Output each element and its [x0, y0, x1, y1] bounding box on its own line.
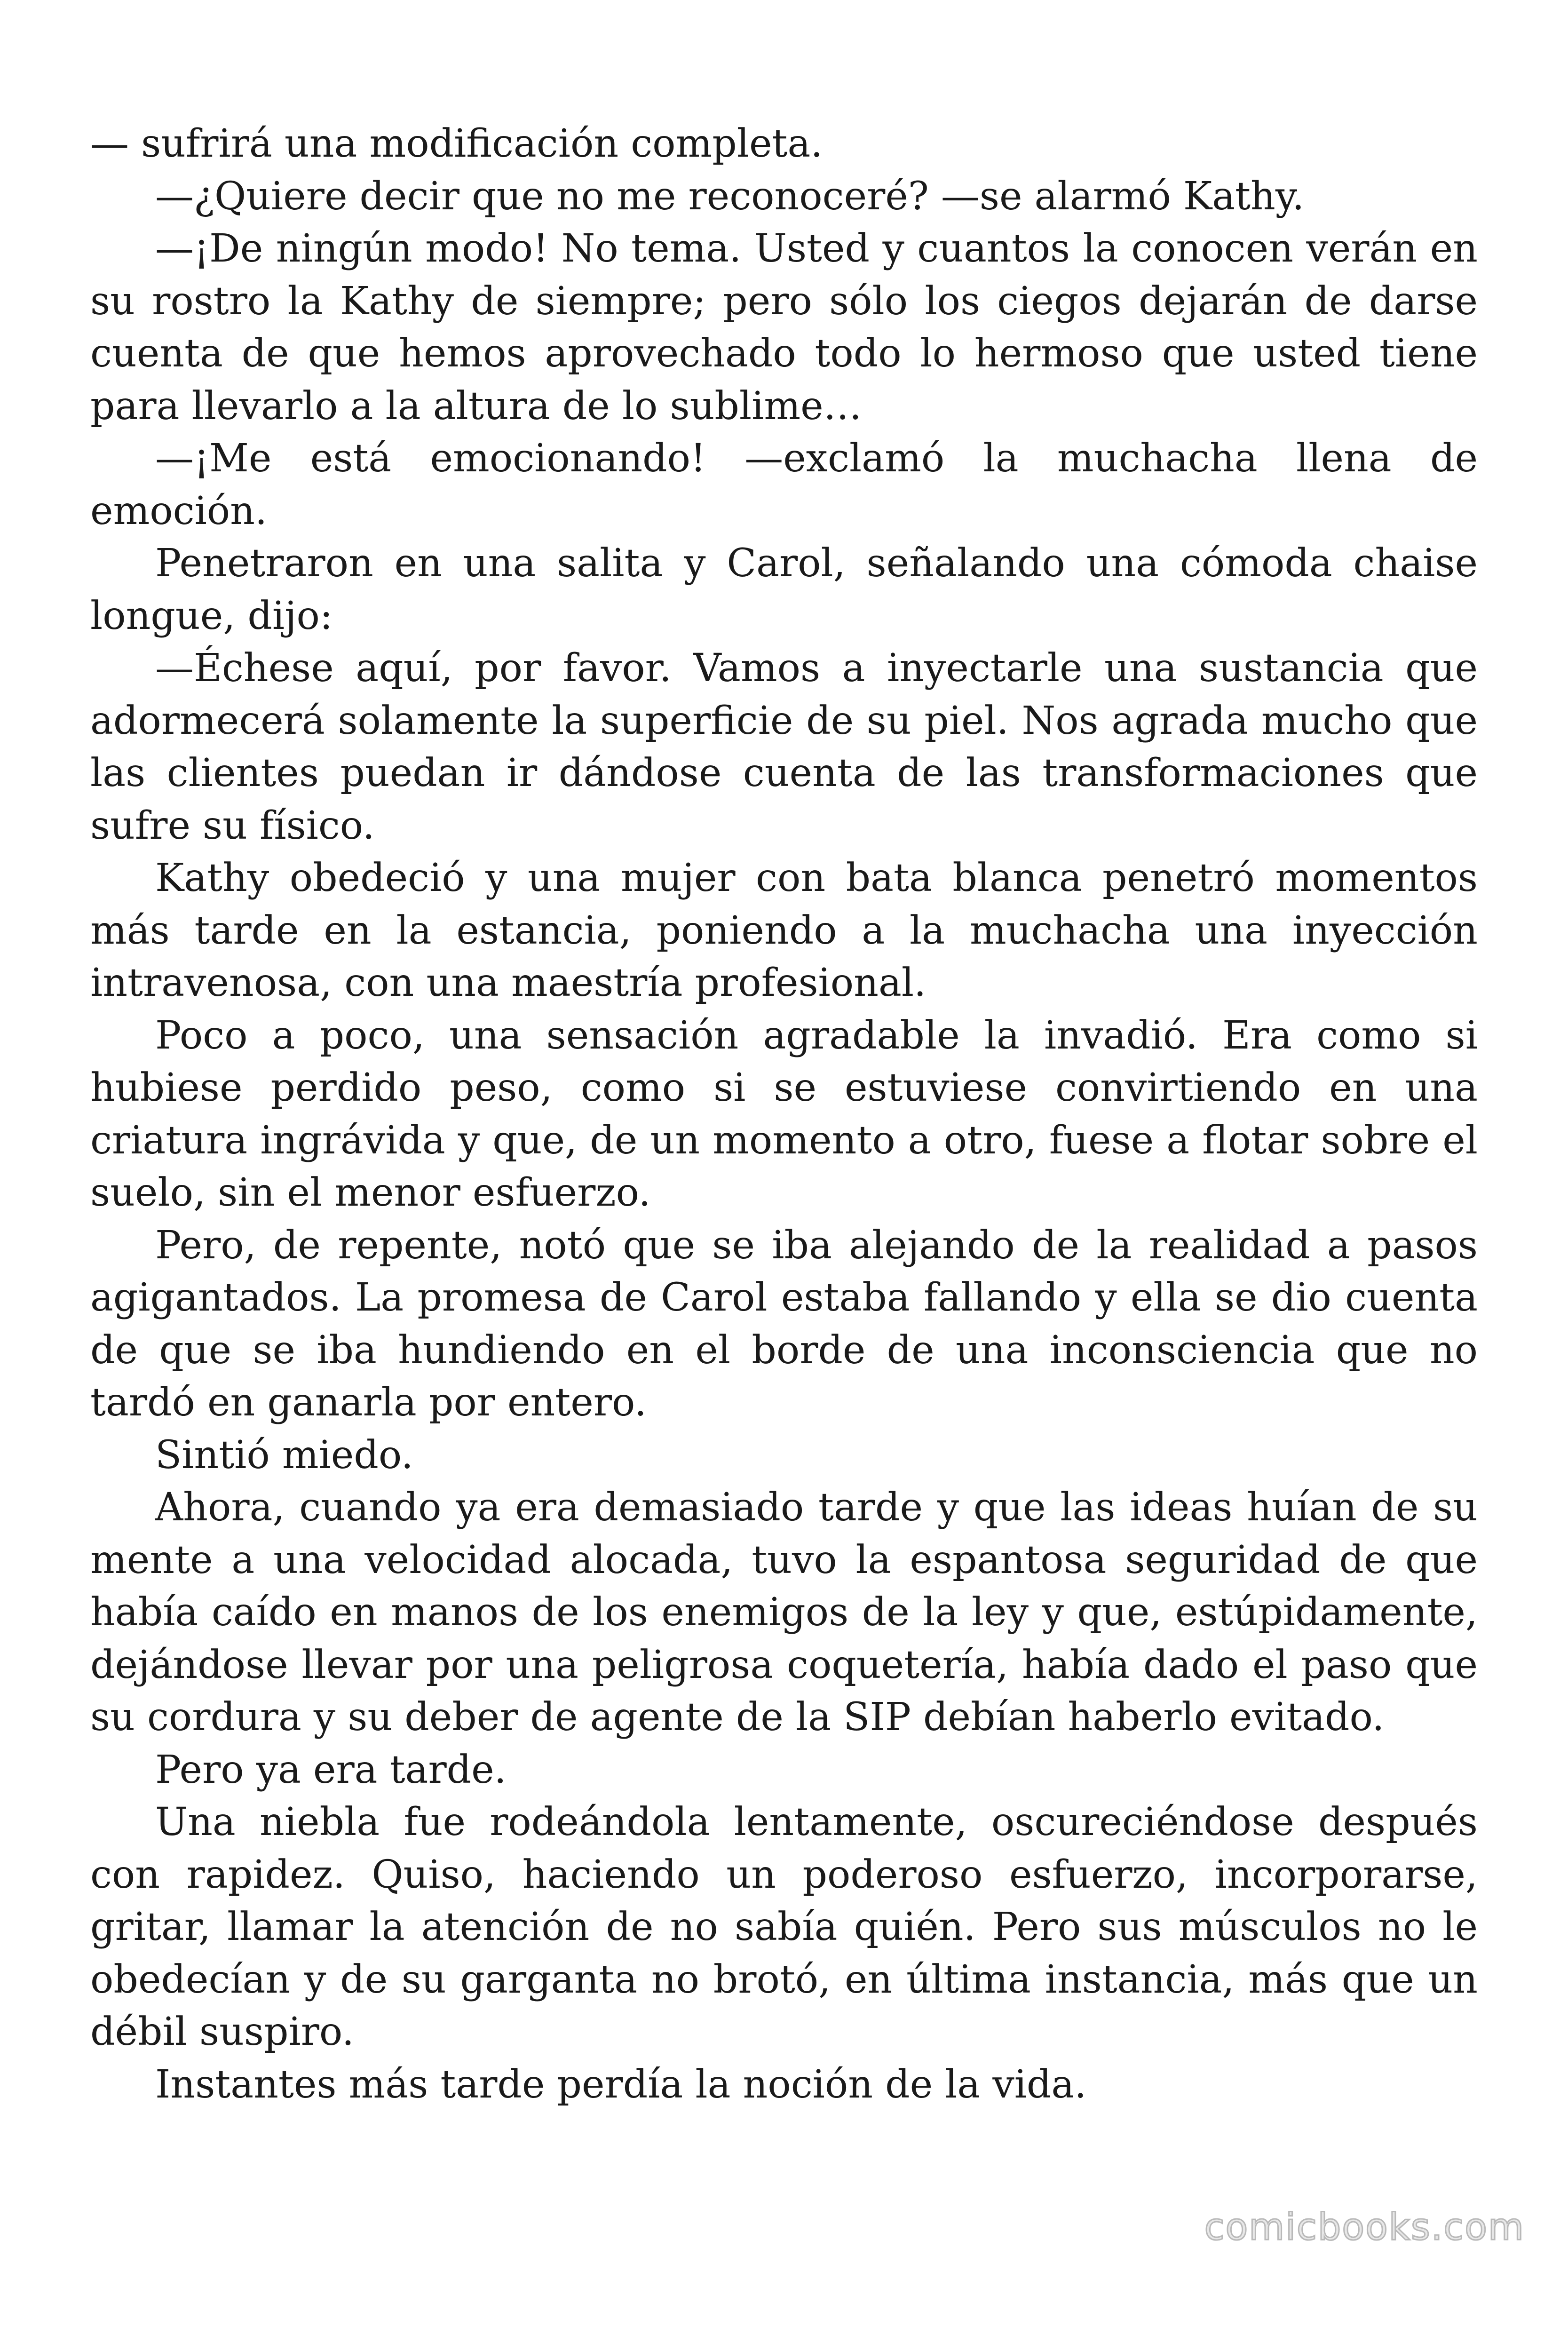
paragraph: Instantes más tarde perdía la noción de la vida.: [155, 2062, 1087, 2107]
paragraph: Poco a poco, una sensación agradable la invadió. Era como si hubiese perdido peso, como si se estuviese convirtiendo en una criatura ingrávida y que, de un momento a otro, fuese a flotar sobre el suelo, sin el menor esfuerzo.: [90, 1013, 1478, 1215]
paragraph: Penetraron en una salita y Carol, señalando una cómoda chaise longue, dijo:: [90, 541, 1478, 638]
paragraph-dialogue: —¡De ningún modo! No tema. Usted y cuantos la conocen verán en su rostro la Kathy de siempre; pero sólo los ciegos dejarán de darse cuenta de que hemos aprovechado todo lo hermoso que usted tiene para llevarlo a la altura de lo sublime…: [90, 226, 1478, 429]
paragraph: Pero, de repente, notó que se iba alejando de la realidad a pasos agigantados. La promesa de Carol estaba fallando y ella se dio cuenta de que se iba hundiendo en el borde de una inconsciencia que no tardó en ganarla por entero.: [90, 1223, 1478, 1425]
paragraph-continuation: — sufrirá una modificación completa.: [90, 121, 823, 166]
paragraph: Kathy obedeció y una mujer con bata blanca penetró momentos más tarde en la estancia, poniendo a la muchacha una inyección intravenosa, con una maestría profesional.: [90, 856, 1478, 1005]
paragraph-dialogue: —¿Quiere decir que no me reconoceré? —se alarmó Kathy.: [155, 174, 1305, 219]
paragraph: Una niebla fue rodeándola lentamente, oscureciéndose después con rapidez. Quiso, haciendo un poderoso esfuerzo, incorporarse, gritar, llamar la atención de no sabía quién. Pero sus músculos no le obedecían y de su garganta no brotó, en última instancia, más que un débil suspiro.: [90, 1800, 1478, 2054]
paragraph-dialogue: —Échese aquí, por favor. Vamos a inyectarle una sustancia que adormecerá solamente la superficie de su piel. Nos agrada mucho que las clientes puedan ir dándose cuenta de las transformaciones que sufre su físico.: [90, 646, 1478, 848]
body-text: [90, 118, 1478, 2111]
watermark-text: comicbooks.com: [1204, 2206, 1525, 2249]
paragraph-dialogue: —¡Me está emocionando! —exclamó la muchacha llena de emoción.: [90, 436, 1478, 533]
paragraph: Sintió miedo.: [155, 1432, 413, 1478]
paragraph: Ahora, cuando ya era demasiado tarde y que las ideas huían de su mente a una velocidad alocada, tuvo la espantosa seguridad de que había caído en manos de los enemigos de la ley y que, estúpidamente, dejándose llevar por una peligrosa coquetería, había dado el paso que su cordura y su deber de agente de la SIP debían haberlo evitado.: [90, 1485, 1478, 1740]
paragraph: Pero ya era tarde.: [155, 1747, 507, 1792]
